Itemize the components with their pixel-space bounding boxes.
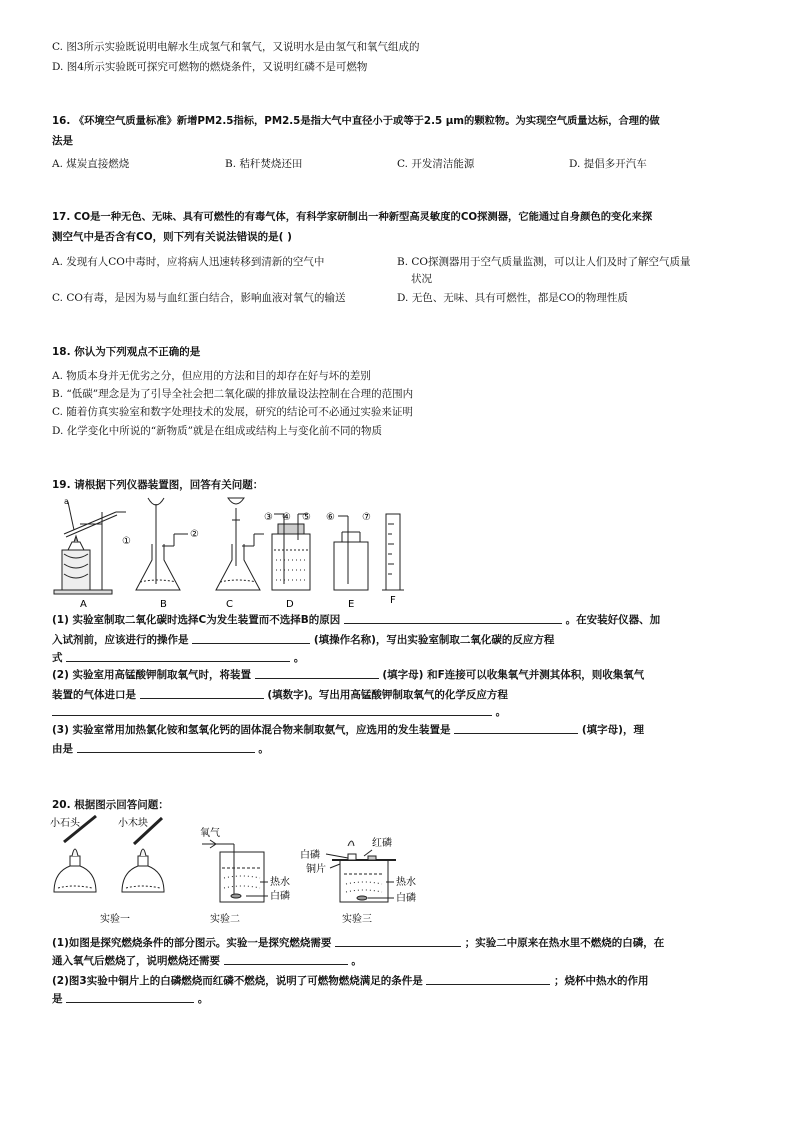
q19-p1-blank-3[interactable] <box>66 650 290 662</box>
fig-label-C: C <box>226 599 233 610</box>
q20-combustion-figure <box>50 812 420 928</box>
q19-p1-text-f: 。 <box>293 652 305 664</box>
q20-p2-text-a: (2)图3实验中铜片上的白磷燃烧而红磷不燃烧，说明了可燃物燃烧满足的条件是 <box>52 975 423 987</box>
fig-label-exp1: 实验一 <box>100 914 130 925</box>
fig-label-wood: 小木块 <box>118 818 148 829</box>
q20-p2-blank-2[interactable] <box>66 991 194 1003</box>
fig-num-5: ⑤ <box>302 512 311 523</box>
q16-option-b: B. 秸秆焚烧还田 <box>225 158 303 170</box>
q15-option-c: C. 图3所示实验既说明电解水生成氢气和氧气，又说明水是由氢气和氧气组成的 <box>52 41 420 53</box>
q17-option-b-cont: 状况 <box>411 273 432 285</box>
q19-p3-text-c: 由是 <box>52 743 73 755</box>
fig-label-white-p: 白磷 <box>270 891 290 902</box>
q19-p2-blank-1[interactable] <box>255 667 379 679</box>
q20-p2-blank-1[interactable] <box>426 973 550 985</box>
q19-p3-blank-2[interactable] <box>77 741 255 753</box>
fig-label-white-p3: 白磷 <box>396 893 416 904</box>
q19-p2-text-e: 。 <box>495 706 507 718</box>
q17-option-c: C. CO有毒，是因为易与血红蛋白结合，影响血液对氧气的输送 <box>52 292 346 304</box>
q19-p2-text-d: (填数字)。写出用高锰酸钾制取氧气的化学反应方程 <box>267 689 508 701</box>
q19-p1-blank-2[interactable] <box>192 632 310 644</box>
fig-label-exp3: 实验三 <box>342 914 372 925</box>
q19-p2-text-c: 装置的气体进口是 <box>52 689 136 701</box>
q19-p1-blank-1[interactable] <box>344 612 562 624</box>
fig-label-hot-water: 热水 <box>270 877 290 888</box>
fig-num-1: ① <box>122 536 131 547</box>
q19-p1-text-a: (1) 实验室制取二氧化碳时选择C为发生装置而不选择B的原因 <box>52 614 341 626</box>
q19-p3-text-a: (3) 实验室常用加热氯化铵和氢氧化钙的固体混合物来制取氨气，应选用的发生装置是 <box>52 724 451 736</box>
q17-stem: 17. CO是一种无色、无味、具有可燃性的有毒气体，有科学家研制出一种新型高灵敏度的CO探测器，它能通过自身颜色的变化来探 <box>52 211 653 223</box>
q16-option-d: D. 提倡多开汽车 <box>569 158 647 170</box>
fig-label-stone: 小石头 <box>50 818 80 829</box>
q19-p3-text-d: 。 <box>258 743 269 755</box>
q15-option-d: D. 图4所示实验既可探究可燃物的燃烧条件，又说明红磷不是可燃物 <box>52 61 368 73</box>
fig-label-a-small: a <box>64 497 69 506</box>
fig-label-B: B <box>160 599 167 610</box>
fig-label-E: E <box>348 599 355 610</box>
q19-p3-text-b: (填字母)，理 <box>581 724 644 736</box>
fig-label-A: A <box>80 599 87 610</box>
fig-label-D: D <box>286 599 294 610</box>
fig-label-F: F <box>390 595 396 606</box>
q19-p1-text-d: (填操作名称)，写出实验室制取二氧化碳的反应方程 <box>313 634 555 646</box>
fig-num-2: ② <box>190 529 199 540</box>
q19-apparatus-figure <box>50 494 420 610</box>
fig-num-4: ④ <box>282 512 291 523</box>
q20-p1-text-c: 通入氧气后燃烧了，说明燃烧还需要 <box>52 955 220 967</box>
fig-label-oxygen: 氧气 <box>200 828 220 839</box>
q18-option-c: C. 随着仿真实验室和数字处理技术的发展，研究的结论可不必通过实验来证明 <box>52 406 413 418</box>
q17-option-a: A. 发现有人CO中毒时，应将病人迅速转移到清新的空气中 <box>52 256 325 268</box>
q16-option-a: A. 煤炭直接燃烧 <box>52 158 130 170</box>
q19-p1-text-b: 。在安装好仪器、加 <box>565 614 661 626</box>
fig-label-exp2: 实验二 <box>210 914 240 925</box>
q17-option-d: D. 无色、无味、具有可燃性，都是CO的物理性质 <box>397 292 628 304</box>
fig-num-7: ⑦ <box>362 512 371 523</box>
fig-num-3: ③ <box>264 512 273 523</box>
q16-stem-cont: 法是 <box>52 135 73 147</box>
q18-stem: 18. 你认为下列观点不正确的是 <box>52 346 201 358</box>
q20-p1-blank-1[interactable] <box>335 935 461 947</box>
q18-option-a: A. 物质本身并无优劣之分，但应用的方法和目的却存在好与坏的差别 <box>52 370 371 382</box>
q17-option-b: B. CO探测器用于空气质量监测，可以让人们及时了解空气质量 <box>397 256 691 268</box>
q19-p2-blank-2[interactable] <box>140 687 264 699</box>
q19-p1-text-c: 入试剂前，应该进行的操作是 <box>52 634 189 646</box>
q20-p2-text-d: 。 <box>197 993 209 1005</box>
q17-stem-cont: 测空气中是否含有CO，则下列有关说法错误的是( ) <box>52 231 292 243</box>
fig-label-hot-water2: 热水 <box>396 877 416 888</box>
q20-p1-text-a: (1)如图是探究燃烧条件的部分图示。实验一是探究燃烧需要 <box>52 937 332 949</box>
fig-label-red-p: 红磷 <box>372 838 392 849</box>
q20-stem: 20. 根据图示回答问题： <box>52 799 169 811</box>
q19-p3-blank-1[interactable] <box>454 722 578 734</box>
q20-p2-text-b: ；烧杯中热水的作用 <box>554 975 649 987</box>
fig-label-copper: 铜片 <box>306 864 326 875</box>
q19-p1-text-e: 式 <box>52 652 63 664</box>
fig-num-6: ⑥ <box>326 512 335 523</box>
q20-p1-blank-2[interactable] <box>224 953 348 965</box>
q20-p1-text-d: 。 <box>351 955 362 967</box>
q16-option-c: C. 开发清洁能源 <box>397 158 475 170</box>
q20-p2-text-c: 是 <box>52 993 63 1005</box>
q20-p1-text-b: ；实验二中原来在热水里不燃烧的白磷，在 <box>464 937 665 949</box>
q19-p2-text-b: (填字母) 和F连接可以收集氧气并测其体积，则收集氧气 <box>382 669 645 681</box>
q19-stem: 19. 请根据下列仪器装置图，回答有关问题： <box>52 479 264 491</box>
q18-option-b: B. “低碳”理念是为了引导全社会把二氧化碳的排放量设法控制在合理的范围内 <box>52 388 414 400</box>
fig-label-white-p2: 白磷 <box>300 850 320 861</box>
q19-p2-blank-3[interactable] <box>52 704 492 716</box>
q18-option-d: D. 化学变化中所说的“新物质”就是在组成或结构上与变化前不同的物质 <box>52 425 382 437</box>
q19-p2-text-a: (2) 实验室用高锰酸钾制取氧气时，将装置 <box>52 669 252 681</box>
q16-stem: 16. 《环境空气质量标准》新增PM2.5指标，PM2.5是指大气中直径小于或等于2.5 μm的颗粒物。为实现空气质量达标，合理的做 <box>52 115 660 127</box>
